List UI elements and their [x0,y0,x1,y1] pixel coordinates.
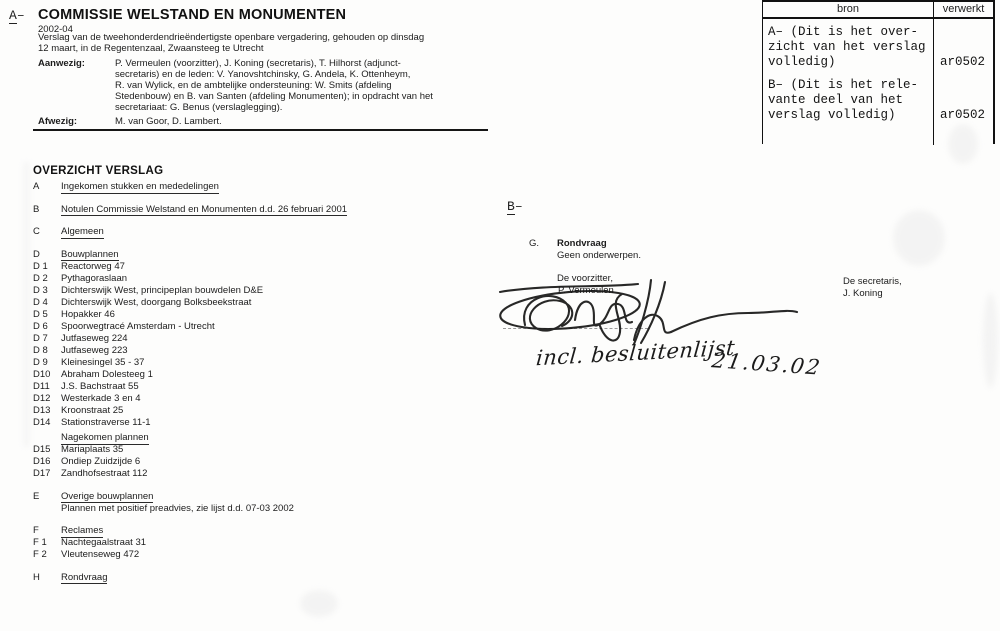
toc-text: Dichterswijk West, doorgang Bolksbeekstraat [61,296,252,308]
stamp-verwerkt-value: ar0502 [940,108,986,122]
toc-label: D11 [33,380,50,392]
toc-text: Ondiep Zuidzijde 6 [61,456,141,467]
toc-row [33,357,503,369]
toc-row [33,333,503,345]
header-divider [33,129,488,131]
stamp-header-bron: bron [836,3,860,15]
toc-label: F [33,525,39,536]
toc-heading: OVERZICHT VERSLAG [33,165,164,177]
toc-row [33,285,503,297]
toc-row [33,309,503,321]
toc-label: D 9 [33,356,48,368]
chairman-name: P. Vermeulen [558,285,614,296]
scan-artifact [300,590,338,617]
stamp-verwerkt-column [933,19,993,145]
toc-label: D 6 [33,320,48,332]
scan-artifact [893,210,945,266]
afwezig-text: M. van Goor, D. Lambert. [115,116,222,127]
stamp-table-header [763,2,993,19]
toc-row [33,261,503,273]
toc-row [33,491,503,503]
stamp-line: A– (Dit is het over- [768,25,919,39]
toc-row [33,181,503,193]
toc-label: B [33,203,40,215]
toc-row [33,468,503,480]
toc-row [33,393,503,405]
toc-label: D16 [33,456,51,467]
toc-row [33,417,503,429]
toc-label: D17 [33,468,51,479]
toc-text: Overige bouwplannen [61,490,154,502]
toc-label: D [33,248,40,260]
toc-text: Reactorweg 47 [61,260,125,272]
toc-row [33,345,503,357]
toc-row [33,444,503,456]
rondvraag-item-letter: G. [529,238,540,249]
toc-row [33,226,503,238]
toc-text: Bouwplannen [61,248,119,260]
toc-label [33,432,61,444]
stamp-line: vante deel van het [768,93,904,107]
margin-mark-a-letter: A [9,8,17,23]
toc-text: Jutfaseweg 224 [61,332,128,344]
toc-text: Ingekomen stukken en mededelingen [61,181,219,192]
toc-label: F 2 [33,549,47,560]
afwezig-label: Afwezig: [38,116,78,127]
toc-row [33,537,503,549]
handwritten-note: incl. besluitenlijst [535,335,737,371]
scan-artifact [24,162,29,447]
rondvraag-title: Rondvraag [557,238,607,249]
toc-row [33,381,503,393]
intro-paragraph [38,33,508,55]
toc-subheader [33,432,503,444]
toc-label: D 1 [33,260,48,272]
doc-number: 2002-04 [38,24,73,35]
toc-text: Rondvraag [61,571,108,583]
toc-row [33,204,503,216]
toc-label: E [33,490,40,502]
toc-text: J.S. Bachstraat 55 [61,380,139,392]
toc-row [33,321,503,333]
stamp-bron-column [763,19,933,145]
intro-line: 12 maart, in de Regentenzaal, Zwaansteeg te Utrecht [38,42,264,54]
toc-label: D14 [33,416,51,428]
toc-row [33,249,503,261]
toc-row [33,525,503,537]
toc-label: D10 [33,368,51,380]
toc-section [33,165,503,584]
stamp-line: verslag volledig) [768,108,896,122]
toc-text: Westerkade 3 en 4 [61,392,141,404]
toc-label: D 5 [33,308,48,320]
secretary-name: J. Koning [843,288,883,299]
toc-text: Stationstraverse 11-1 [61,416,151,428]
toc-row [33,369,503,381]
toc-label: D 4 [33,296,48,308]
toc-text: Pythagoraslaan [61,272,128,284]
toc-label: D 3 [33,284,48,296]
chairman-label: De voorzitter, [557,273,613,284]
toc-text: Reclames [61,525,104,536]
toc-label: H [33,571,40,583]
toc-label: D12 [33,392,51,404]
toc-label: D 8 [33,344,48,356]
margin-mark-a [9,8,25,23]
toc-text: Dichterswijk West, principeplan bouwdelen D&E [61,284,264,296]
secretary-label: De secretaris, [843,276,902,287]
margin-mark-b-dash: – [514,199,523,214]
toc-label: D15 [33,444,51,455]
toc-row [33,456,503,468]
scan-artifact [983,293,998,388]
toc-row-continuation [33,503,503,515]
toc-text: Abraham Dolesteeg 1 [61,368,153,380]
stamp-row-b [768,78,931,123]
toc-row [33,405,503,417]
stamp-table [762,0,995,144]
stamp-line: zicht van het verslag [768,40,926,54]
toc-label: C [33,226,40,237]
toc-text: Nachtegaalstraat 31 [61,537,147,548]
toc-text: Hopakker 46 [61,308,115,320]
toc-text: Nagekomen plannen [61,432,149,443]
stamp-line: volledig) [768,55,836,69]
toc-label: F 1 [33,537,47,548]
toc-row [33,297,503,309]
toc-row [33,572,503,584]
aanwezig-line: secretariaat: G. Benus (verslaglegging). [115,102,283,113]
margin-mark-b [507,199,523,214]
toc-text: Kleinesingel 35 - 37 [61,356,145,368]
toc-text: Zandhofsestraat 112 [61,468,148,479]
toc-label [33,503,61,515]
toc-text: Kroonstraat 25 [61,404,124,416]
toc-text: Vleutenseweg 472 [61,549,140,560]
margin-mark-a-dash: – [16,8,25,23]
stamp-table-body [763,19,993,145]
aanwezig-line: R. van Wylick, en de ambtelijke ondersteuning: W. Smits (afdeling [115,80,392,91]
handwritten-date: 21.03.02 [710,348,824,380]
page-title: COMMISSIE WELSTAND EN MONUMENTEN [38,7,347,23]
toc-label: D 2 [33,272,48,284]
toc-text: Notulen Commissie Welstand en Monumenten d.d. 26 februari 2001 [61,203,348,215]
toc-label: D13 [33,404,51,416]
toc-text: Plannen met positief preadvies, zie lijst d.d. 07-03 2002 [61,502,294,514]
rondvraag-body: Geen onderwerpen. [557,250,641,261]
margin-mark-b-letter: B [507,199,515,214]
toc-text: Algemeen [61,226,104,237]
intro-line: Verslag van de tweehonderdendrieëndertigste openbare vergadering, gehouden op dinsdag [38,32,425,43]
aanwezig-text [115,58,515,113]
aanwezig-label: Aanwezig: [38,58,85,69]
stamp-verwerkt-value: ar0502 [940,55,986,69]
aanwezig-line: Stedenbouw) en B. van Santen (afdeling Monumenten); in opdracht van het [115,91,433,102]
toc-row [33,549,503,561]
stamp-header-verwerkt: verwerkt [933,2,993,17]
aanwezig-line: secretaris) en de leden: V. Yanovshtchinsky, G. Andela, K. Ottenheym, [115,69,411,80]
toc-text: Jutfaseweg 223 [61,344,128,356]
stamp-row-a [768,25,931,70]
toc-row [33,273,503,285]
toc-text: Mariaplaats 35 [61,444,124,455]
stamp-line: B– (Dit is het rele- [768,78,919,92]
toc-text: Spoorwegtracé Amsterdam - Utrecht [61,320,215,332]
aanwezig-line: P. Vermeulen (voorzitter), J. Koning (secretaris), T. Hilhorst (adjunct- [115,58,401,69]
toc-label: D 7 [33,332,48,344]
toc-label: A [33,181,40,192]
